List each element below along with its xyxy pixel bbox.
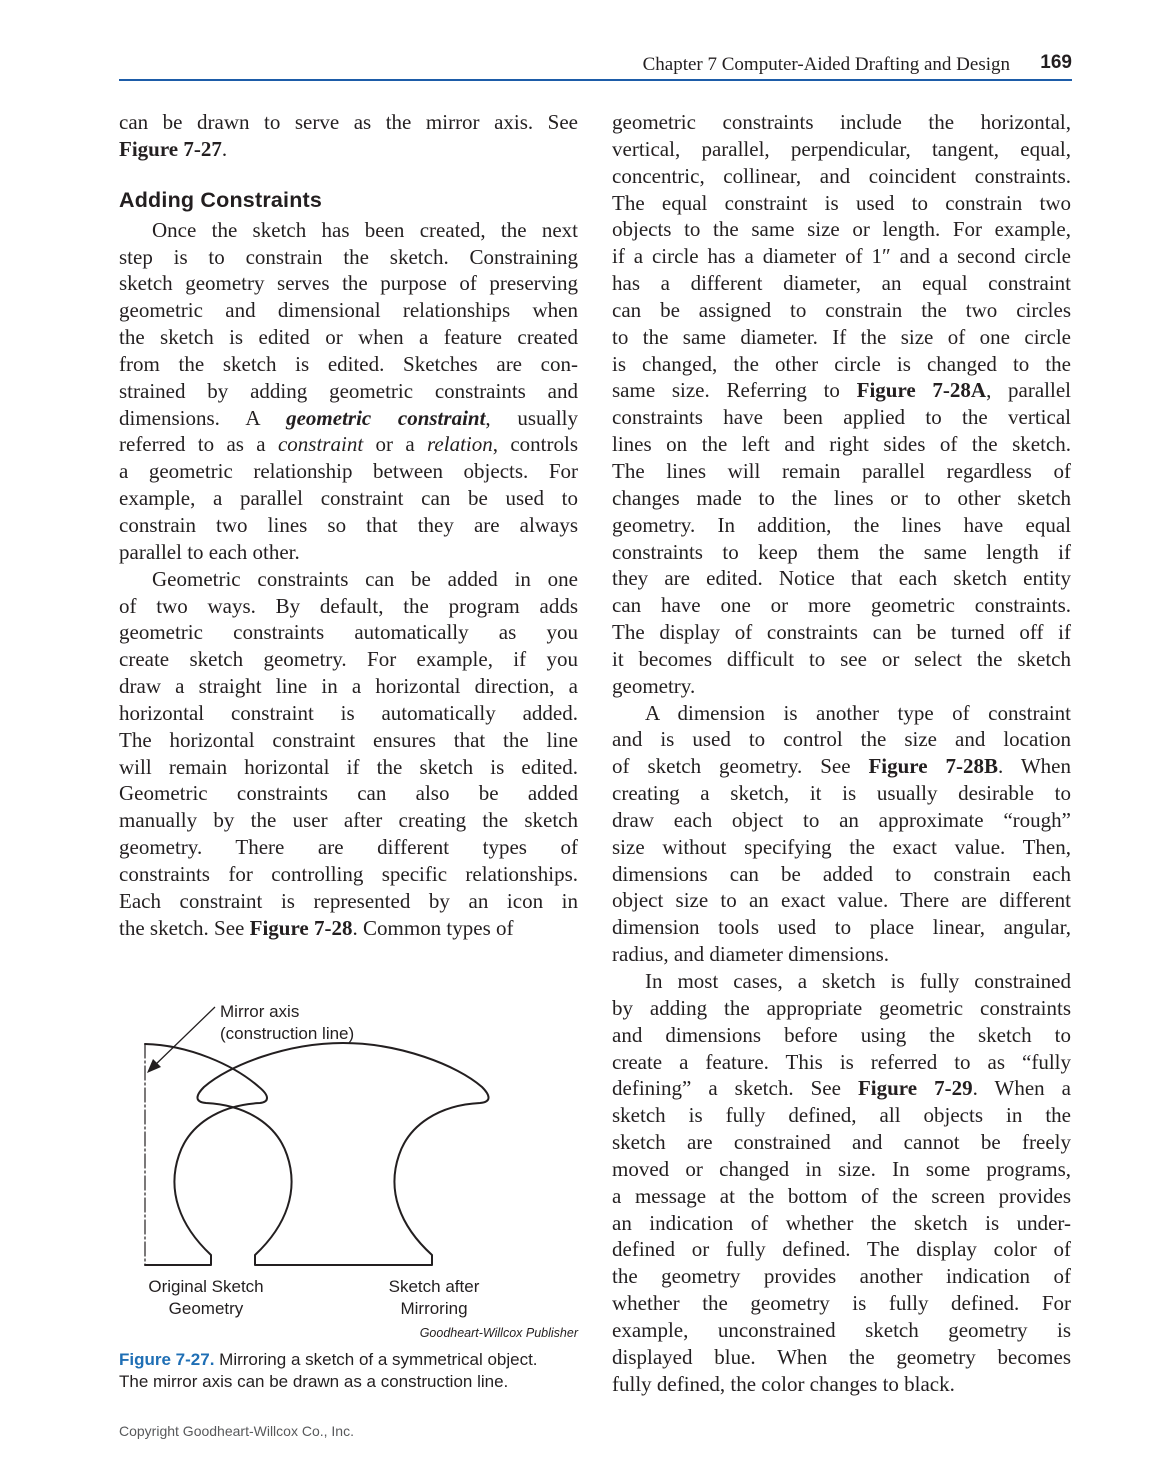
text-line: Once the sketch has been created, the next — [152, 217, 578, 242]
chapter-title: Chapter 7 Computer-Aided Drafting and Design — [642, 54, 1010, 75]
text-line: geometric constraints automatically as you — [119, 620, 578, 645]
paragraph — [119, 217, 578, 566]
figure-reference: Figure 7-28 — [249, 915, 353, 940]
header-rule — [119, 79, 1072, 81]
text-line: The display of constraints can be turned off if — [612, 620, 1071, 645]
text-line: fully defined, the color changes to black. — [612, 1371, 955, 1396]
text-line: lines on the left and right sides of the sketch. — [612, 432, 1071, 457]
text-line: geometry. In addition, the lines have equal — [612, 512, 1071, 537]
text-line: whether the geometry is fully defined. For — [612, 1291, 1071, 1316]
text-line: creating a sketch, it is usually desirable to — [612, 781, 1071, 806]
text-line: Geometric constraints can be added in one — [152, 566, 578, 591]
text-line: constrain two lines so that they are always — [119, 512, 578, 537]
figure-credit: Goodheart-Willcox Publisher — [419, 1326, 578, 1340]
leader-line — [153, 1007, 215, 1067]
text-line: A dimension is another type of constraint — [645, 700, 1071, 725]
text-line: geometric and dimensional relationships when — [119, 298, 578, 323]
text-line: The horizontal constraint ensures that the line — [119, 727, 578, 752]
figure-reference: Figure 7-28B — [868, 754, 999, 779]
figure-reference: Figure 7-28A — [856, 378, 987, 403]
text-line: Figure 7-27. — [119, 136, 228, 161]
text-line: of sketch geometry. See Figure 7-28B. When — [612, 754, 1071, 779]
copyright-footer: Copyright Goodheart-Willcox Co., Inc. — [119, 1423, 354, 1439]
text-line: create a feature. This is referred to as “fully — [612, 1049, 1071, 1074]
text-line: defining” a sketch. See Figure 7-29. When a — [612, 1076, 1072, 1101]
text-line: from the sketch is edited. Sketches are con- — [119, 351, 578, 376]
key-term: geometric constraint — [286, 405, 486, 430]
text-line: draw a straight line in a horizontal direction, a — [119, 674, 578, 699]
text-line: objects to the same size or length. For example, — [612, 217, 1071, 242]
figure-reference: Figure 7-27 — [119, 136, 222, 161]
text-line: radius, and diameter dimensions. — [612, 942, 890, 967]
text-line: example, unconstrained sketch geometry is — [612, 1317, 1071, 1342]
mirrored-sketch-outline — [197, 1043, 488, 1265]
mirrored-sketch-label: Sketch after Mirroring — [388, 1277, 480, 1318]
text-line: defined or fully defined. The display color of — [612, 1237, 1071, 1262]
emphasized-term: constraint — [277, 432, 364, 457]
text-line: In most cases, a sketch is fully constrained — [645, 969, 1071, 993]
text-line: sketch is fully defined, all objects in the — [612, 1103, 1071, 1128]
text-line: Each constraint is represented by an icon in — [119, 888, 578, 913]
left-column — [119, 109, 578, 941]
text-line: sketch are constrained and cannot be freely — [612, 1130, 1071, 1155]
caption-line: Mirroring a sketch of a symmetrical object. — [219, 1350, 538, 1369]
section-heading: Adding Constraints — [119, 187, 323, 212]
text-line: manually by the user after creating the sketch — [119, 808, 578, 833]
text-line: constraints for controlling specific relationships. — [119, 861, 578, 886]
text-line: can be assigned to constrain the two circles — [612, 297, 1071, 322]
figure-7-27 — [119, 995, 579, 1318]
text-line: the sketch is edited or when a feature created — [119, 325, 578, 350]
original-sketch-label: Original Sketch Geometry — [148, 1277, 264, 1318]
text-line: parallel to each other. — [119, 539, 300, 564]
text-line: dimensions can be added to constrain each — [612, 861, 1071, 886]
emphasized-term: relation — [427, 432, 493, 457]
text-line: they are edited. Notice that each sketch entity — [612, 566, 1071, 591]
text-line: example, a parallel constraint can be used to — [119, 486, 578, 511]
text-line: size without specifying the exact value. Then, — [612, 834, 1071, 859]
text-line: displayed blue. When the geometry becomes — [612, 1344, 1071, 1369]
figure-number: Figure 7-27. — [119, 1350, 215, 1369]
text-line: the sketch. See Figure 7-28. Common types of — [119, 915, 514, 940]
original-sketch-outline — [145, 1044, 267, 1265]
figure-reference: Figure 7-29 — [857, 1076, 973, 1101]
text-line: of two ways. By default, the program adds — [119, 593, 578, 618]
text-line: moved or changed in size. In some programs, — [612, 1156, 1071, 1181]
text-line: create sketch geometry. For example, if you — [119, 647, 578, 672]
text-line: and is used to control the size and location — [612, 727, 1071, 752]
text-line: if a circle has a diameter of 1″ and a second circle — [612, 244, 1071, 269]
text-line: it becomes difficult to see or select the sketch — [612, 646, 1071, 671]
caption-line: The mirror axis can be drawn as a construction line. — [119, 1372, 509, 1391]
text-line: dimensions. A geometric constraint, usually — [119, 405, 578, 430]
text-line: geometry. — [612, 673, 696, 698]
text-line: a message at the bottom of the screen provides — [612, 1183, 1071, 1208]
text-line: step is to constrain the sketch. Constraining — [119, 244, 578, 269]
page-number: 169 — [1040, 52, 1072, 73]
spacer — [119, 163, 578, 183]
text-line: can have one or more geometric constraints. — [612, 593, 1071, 618]
text-line: vertical, parallel, perpendicular, tangent, equal, — [612, 136, 1071, 161]
text-line: The equal constraint is used to constrain two — [612, 190, 1071, 215]
text-line: and dimensions before using the sketch to — [612, 1022, 1071, 1047]
paragraph — [612, 700, 1071, 968]
text-line: geometric constraints include the horizontal, — [612, 110, 1071, 134]
text-line: a geometric relationship between objects. For — [119, 459, 578, 484]
text-line: has a different diameter, an equal constraint — [612, 271, 1071, 296]
paragraph — [612, 968, 1071, 1398]
text-line: an indication of whether the sketch is under- — [612, 1210, 1071, 1235]
text-line: geometry. There are different types of — [119, 835, 578, 860]
text-line: horizontal constraint is automatically added. — [119, 700, 578, 725]
text-line: draw each object to an approximate “rough” — [612, 807, 1071, 832]
text-line: concentric, collinear, and coincident constraints. — [612, 163, 1071, 188]
text-line: object size to an exact value. There are different — [612, 888, 1071, 913]
text-line: Geometric constraints can also be added — [119, 781, 578, 806]
text-line: is changed, the other circle is changed to the — [612, 351, 1071, 376]
text-line: dimension tools used to place linear, angular, — [612, 915, 1071, 940]
text-line: The lines will remain parallel regardless of — [612, 458, 1071, 483]
mirror-axis-callout: Mirror axis (construction line) — [220, 1002, 355, 1043]
paragraph — [612, 109, 1071, 700]
text-line: by adding the appropriate geometric constraints — [612, 995, 1071, 1020]
paragraph — [119, 566, 578, 942]
text-line: constraints have been applied to the vertical — [612, 405, 1071, 430]
running-head — [119, 52, 1072, 78]
text-line: strained by adding geometric constraints and — [119, 378, 578, 403]
text-line: to the same diameter. If the size of one circle — [612, 324, 1071, 349]
text-line: changes made to the lines or to other sketch — [612, 485, 1071, 510]
figure-caption — [119, 1349, 589, 1393]
text-line: referred to as a constraint or a relation, controls — [119, 432, 578, 457]
text-line: will remain horizontal if the sketch is edited. — [119, 754, 578, 779]
right-column — [612, 109, 1071, 1398]
text-line: constraints to keep them the same length if — [612, 539, 1071, 564]
text-line: sketch geometry serves the purpose of preserving — [119, 271, 578, 296]
text-line: the geometry provides another indication of — [612, 1264, 1071, 1289]
text-line: same size. Referring to Figure 7-28A, parallel — [612, 378, 1071, 403]
text-line: can be drawn to serve as the mirror axis. See — [119, 110, 578, 134]
